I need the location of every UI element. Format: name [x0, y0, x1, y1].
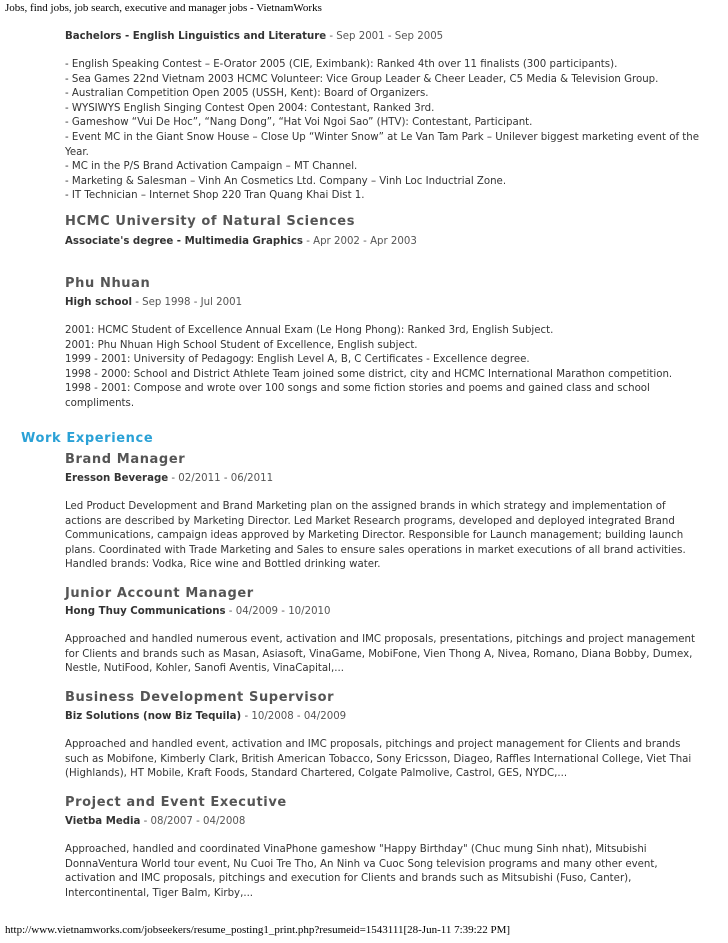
school-name: Phu Nhuan [65, 276, 151, 291]
job-company: Hong Thuy Communications [65, 606, 226, 617]
print-page-footer-url: http://www.vietnamworks.com/jobseekers/resume_posting1_print.php?resumeid=1543111[28-Jun-11 7:39:22 PM] [5, 924, 511, 936]
job-company: Biz Solutions (now Biz Tequila) [65, 711, 242, 722]
job-date: - 04/2009 - 10/2010 [225, 606, 331, 617]
job-description: Approached and handled numerous event, activation and IMC proposals, presentations, pitchings and project management for Clients and brands such as Masan, Asiasoft, VinaGame, MobiFone, Vien Thong A, Nivea, Romano, Diana Bobby, Dumex, Nestle, NutiFood, Kohler, Sanofi Aventis, VinaCapital,... [65, 634, 695, 675]
job-title: Project and Event Executive [65, 795, 287, 810]
job-description: Approached and handled event, activation and IMC proposals, pitchings and project management for Clients and brands such as Mobifone, Kimberly Clark, British American Tobacco, Sony Ericsson, Diageo, Raffles International College, Viet Thai (Highlands), HT Mobile, Kraft Foods, Standard Chartered, Colgate Palmolive, Castrol, GES, NYDC,... [65, 739, 692, 780]
activity-line: - WYSIWYS English Singing Contest Open 2004: Contestant, Ranked 3rd. [65, 102, 435, 114]
achievement-line: 1998 - 2001: Compose and wrote over 100 songs and some fiction stories and poems and gained class and school compliments. [65, 383, 650, 409]
education-degree: Associate's degree - Multimedia Graphics [65, 236, 303, 247]
activity-line: - Australian Competition Open 2005 (USSH, Kent): Board of Organizers. [65, 88, 429, 100]
achievement-line: 1999 - 2001: University of Pedagogy: English Level A, B, C Certificates - Excellence degree. [65, 354, 530, 366]
job-title: Brand Manager [65, 452, 186, 467]
print-page-header: Jobs, find jobs, job search, executive and manager jobs - VietnamWorks [5, 2, 322, 14]
education-date: - Sep 1998 - Jul 2001 [131, 297, 243, 308]
activity-line: - MC in the P/S Brand Activation Campaign – MT Channel. [65, 161, 358, 173]
education-activities-list [65, 58, 704, 204]
activity-line: - English Speaking Contest – E-Orator 2005 (CIE, Eximbank): Ranked 4th over 11 finalists (300 participants). [65, 59, 618, 70]
education-degree: High school [65, 297, 132, 308]
job-company-line [65, 472, 704, 487]
achievement-line: 2001: HCMC Student of Excellence Annual Exam (Le Hong Phong): Ranked 3rd, English Subject. [65, 325, 554, 336]
activity-line: - IT Technician – Internet Shop 220 Tran Quang Khai Dist 1. [65, 190, 365, 202]
activity-line: - Sea Games 22nd Vietnam 2003 HCMC Volunteer: Vice Group Leader & Cheer Leader, C5 Media & Television Group. [65, 73, 659, 85]
job-company-line [65, 710, 704, 725]
education-degree-line [65, 296, 704, 311]
education-date: - Apr 2002 - Apr 2003 [302, 236, 417, 247]
job-description: Approached, handled and coordinated VinaPhone gameshow "Happy Birthday" (Chuc mung Sinh nhat), Mitsubishi DonnaVentura World tour event, Nu Cuoi Tre Tho, An Ninh va Cuoc Song television programs and many other event, activation and IMC proposals, pitchings and execution for Clients and brands such as Mitsubishi (Fuso, Canter), Intercontinental, Tiger Balm, Kirby,... [65, 844, 658, 899]
job-company-line [65, 815, 704, 830]
education-degree-line [65, 235, 704, 250]
achievement-line: 2001: Phu Nhuan High School Student of Excellence, English subject. [65, 339, 418, 351]
activity-line: - Marketing & Salesman – Vinh An Cosmetics Ltd. Company – Vinh Loc Inductrial Zone. [65, 175, 507, 187]
activity-line: - Event MC in the Giant Snow House – Close Up “Winter Snow” at Le Van Tam Park – Unilever biggest marketing event of the Year. [65, 131, 699, 158]
work-experience-heading: Work Experience [21, 431, 154, 446]
job-date: - 10/2008 - 04/2009 [241, 711, 347, 722]
education-date: - Sep 2001 - Sep 2005 [326, 31, 444, 42]
achievement-line: 1998 - 2000: School and District Athlete Team joined some district, city and HCMC International Marathon competition. [65, 368, 673, 380]
job-company-line [65, 605, 704, 620]
job-title: Business Development Supervisor [65, 690, 335, 705]
education-achievements-list [65, 324, 704, 412]
job-company: Vietba Media [65, 816, 141, 827]
job-company: Eresson Beverage [65, 473, 169, 484]
activity-line: - Gameshow “Vui De Hoc”, “Nang Dong”, “Hat Voi Ngoi Sao” (HTV): Contestant, Participant. [65, 117, 533, 129]
job-date: - 08/2007 - 04/2008 [140, 816, 246, 827]
education-degree-line [65, 30, 704, 45]
job-title: Junior Account Manager [65, 586, 254, 601]
job-description: Led Product Development and Brand Marketing plan on the assigned brands in which strategy and implementation of actions are described by Marketing Director. Led Market Research programs, developed and deployed integrated Brand Communications, campaign ideas approved by Marketing Director. Responsible for Launch management; building launch plans. Coordinated with Trade Marketing and Sales to ensure sales operations in market executions of all brand activities. Handled brands: Vodka, Rice wine and Bottled drinking water. [65, 501, 686, 571]
job-date: - 02/2011 - 06/2011 [168, 473, 274, 484]
school-name: HCMC University of Natural Sciences [65, 214, 356, 229]
education-degree: Bachelors - English Linguistics and Literature [65, 31, 327, 42]
